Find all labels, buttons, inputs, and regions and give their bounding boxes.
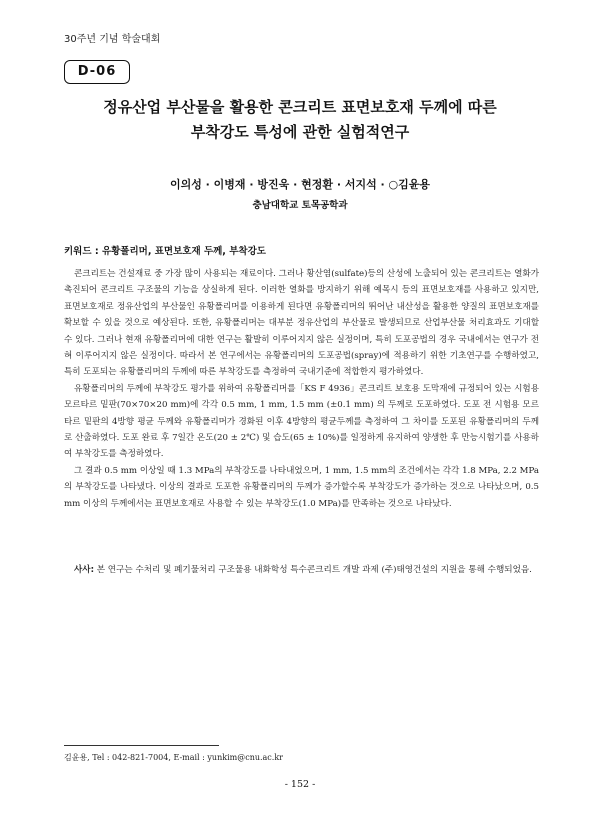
conference-header: 30주년 기념 학술대회 [64,34,161,45]
author-list: 이의성 · 이병재 · 방진욱 · 현정환 · 서지석 · ○김윤용 [169,178,431,191]
acknowledgement-text: 본 연구는 수처리 및 폐기물처리 구조물용 내화학성 특수콘크리트 개발 과제 (주)태영건설의 지원을 통해 수행되었음. [94,565,532,575]
acknowledgement [64,562,539,578]
corresponding-author-footnote: 김윤용, Tel : 042-821-7004, E-mail : yunkim@cnu.ac.kr [64,753,284,762]
paragraph-method: 유황폴리머의 두께에 부착강도 평가를 위하여 유황폴리머를「KS F 4936」콘크리트 보호용 도막재에 규정되어 있는 시험용 모르타르 밑판(70×70×20 mm)에 각각 0.5 mm, 1 mm, 1.5 mm (±0.1 mm) 의 두께로 도포하였다. 도포 전 시험용 모르타르 밑판의 4방향 평균 두께와 유황폴리머가 경화된 이후 4방향의 평균두께를 측정하여 그 차이를 도포된 유황폴리머의 두께로 산출하였다. 도포 완료 후 7일간 온도(20 ± 2℃) 및 습도(65 ± 10%)를 일정하게 유지하여 양생한 후 만능시험기를 사용하여 부착강도를 측정하였다. [64,383,539,460]
session-code-badge: D-06 [64,60,130,84]
paragraph-intro: 콘크리트는 건설재료 중 가장 많이 사용되는 재료이다. 그러나 황산염(sulfate)등의 산성에 노출되어 있는 콘크리트는 열화가 촉진되어 콘크리트 구조물의 기능을 상실하게 된다. 이러한 열화를 방지하기 위해 예목시 등의 표면보호재를 사용하고 있지만, 표면보호재로 정유산업의 부산물인 유황폴리머를 이용하게 된다면 유황폴리머의 뛰어난 내산성을 활용한 양질의 표면보호재를 확보할 수 있을 것으로 예상된다. 또한, 유황폴리머는 대부분 정유산업의 부산물로 발생되므로 산업부산물 처리효과도 기대할 수 있다. 그러나 현재 유황폴리머에 대한 연구는 활발히 이루어지지 않은 실정이며, 특히 도포공법의 경우 국내에서는 연구가 전혀 이루어지지 않은 실정이다. 따라서 본 연구에서는 유황폴리머의 도포공법(spray)에 적용하기 위한 기초연구를 수행하였고, 특히 도포되는 유황폴리머의 두께에 따른 부착강도를 측정하여 국내기준에 적합한지 평가하였다. [64,269,539,378]
abstract-body [64,266,539,512]
acknowledgement-label: 사사: [74,565,95,575]
paragraph-results: 그 결과 0.5 mm 이상일 때 1.3 MPa의 부착강도를 나타내었으며, 1 mm, 1.5 mm의 조건에서는 각각 1.8 MPa, 2.2 MPa의 부착강도를 나타냈다. 이상의 결과로 도포한 유황폴리머의 두께가 증가할수록 부착강도가 증가하는 것으로 나타났으며, 0.5 mm 이상의 두께에서는 표면보호재로 사용할 수 있는 부착강도(1.0 MPa)를 만족하는 것으로 나타났다. [64,465,539,509]
page-number: - 152 - [284,779,316,790]
footnote-divider [64,745,219,746]
paper-title [40,95,560,145]
title-line-1: 정유산업 부산물을 활용한 콘크리트 표면보호재 두께에 따른 [103,98,497,116]
affiliation: 충남대학교 토목공학과 [252,200,348,211]
title-line-2: 부착강도 특성에 관한 실험적연구 [190,123,410,141]
keywords: 키워드 : 유황폴리머, 표면보호재 두께, 부착강도 [64,246,266,257]
